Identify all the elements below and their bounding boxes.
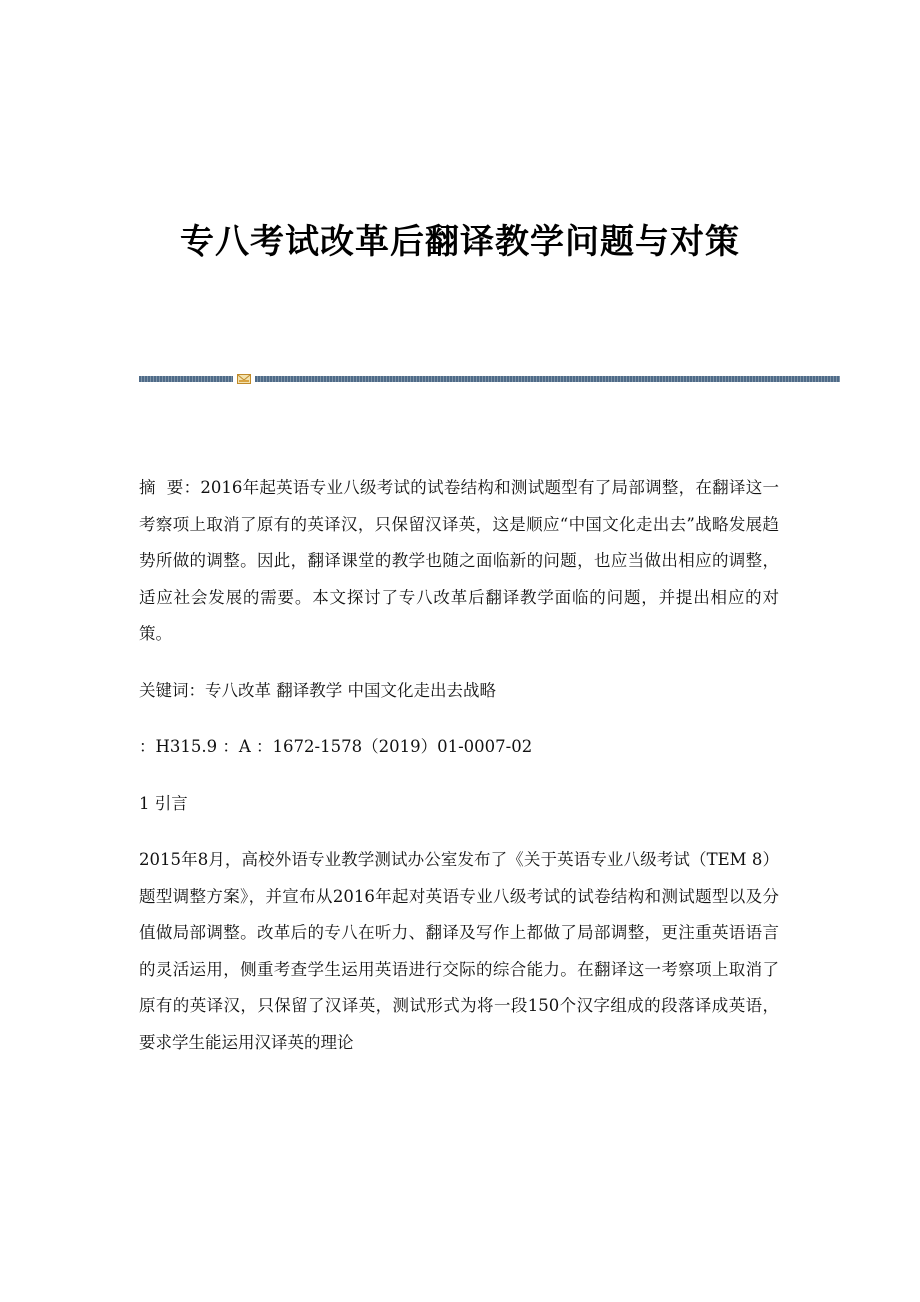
abstract-label: 摘 要： [139,478,201,497]
section-heading: 1 引言 [139,793,188,813]
classification-line: ：H315.9 ：A ：1672-1578（2019）01-0007-02 [139,737,533,756]
abstract-paragraph [139,470,779,653]
divider-ornament-icon [237,374,251,384]
intro-paragraph: 2015年8月，高校外语专业教学测试办公室发布了《关于英语专业八级考试（TEM 8）题型调整方案》，并宣布从2016年起对英语专业八级考试的试卷结构和测试题型以及分值做局部调整。改革后的专八在听力、翻译及写作上都做了局部调整，更注重英语语言的灵活运用，侧重考查学生运用英语进行交际的综合能力。在翻译这一考察项上取消了原有的英译汉，只保留了汉译英，测试形式为将一段150个汉字组成的段落译成英语，要求学生能运用汉译英的理论 [139,850,779,1052]
keywords-label: 关键词： [139,680,205,700]
paper-title: 专八考试改革后翻译教学问题与对策 [180,222,740,262]
keywords-line [139,673,779,710]
divider-bar-left [139,376,233,382]
divider-bar-right [255,376,840,382]
body-text [139,470,779,1081]
keywords-text: 专八改革 翻译教学 中国文化走出去战略 [205,680,496,700]
abstract-text: 2016年起英语专业八级考试的试卷结构和测试题型有了局部调整，在翻译这一考察项上取消了原有的英译汉，只保留汉译英，这是顺应“中国文化走出去”战略发展趋势所做的调整。因此，翻译课堂的教学也随之面临新的问题，也应当做出相应的调整，适应社会发展的需要。本文探讨了专八改革后翻译教学面临的问题，并提出相应的对策。 [139,478,779,643]
title-divider [139,374,840,384]
